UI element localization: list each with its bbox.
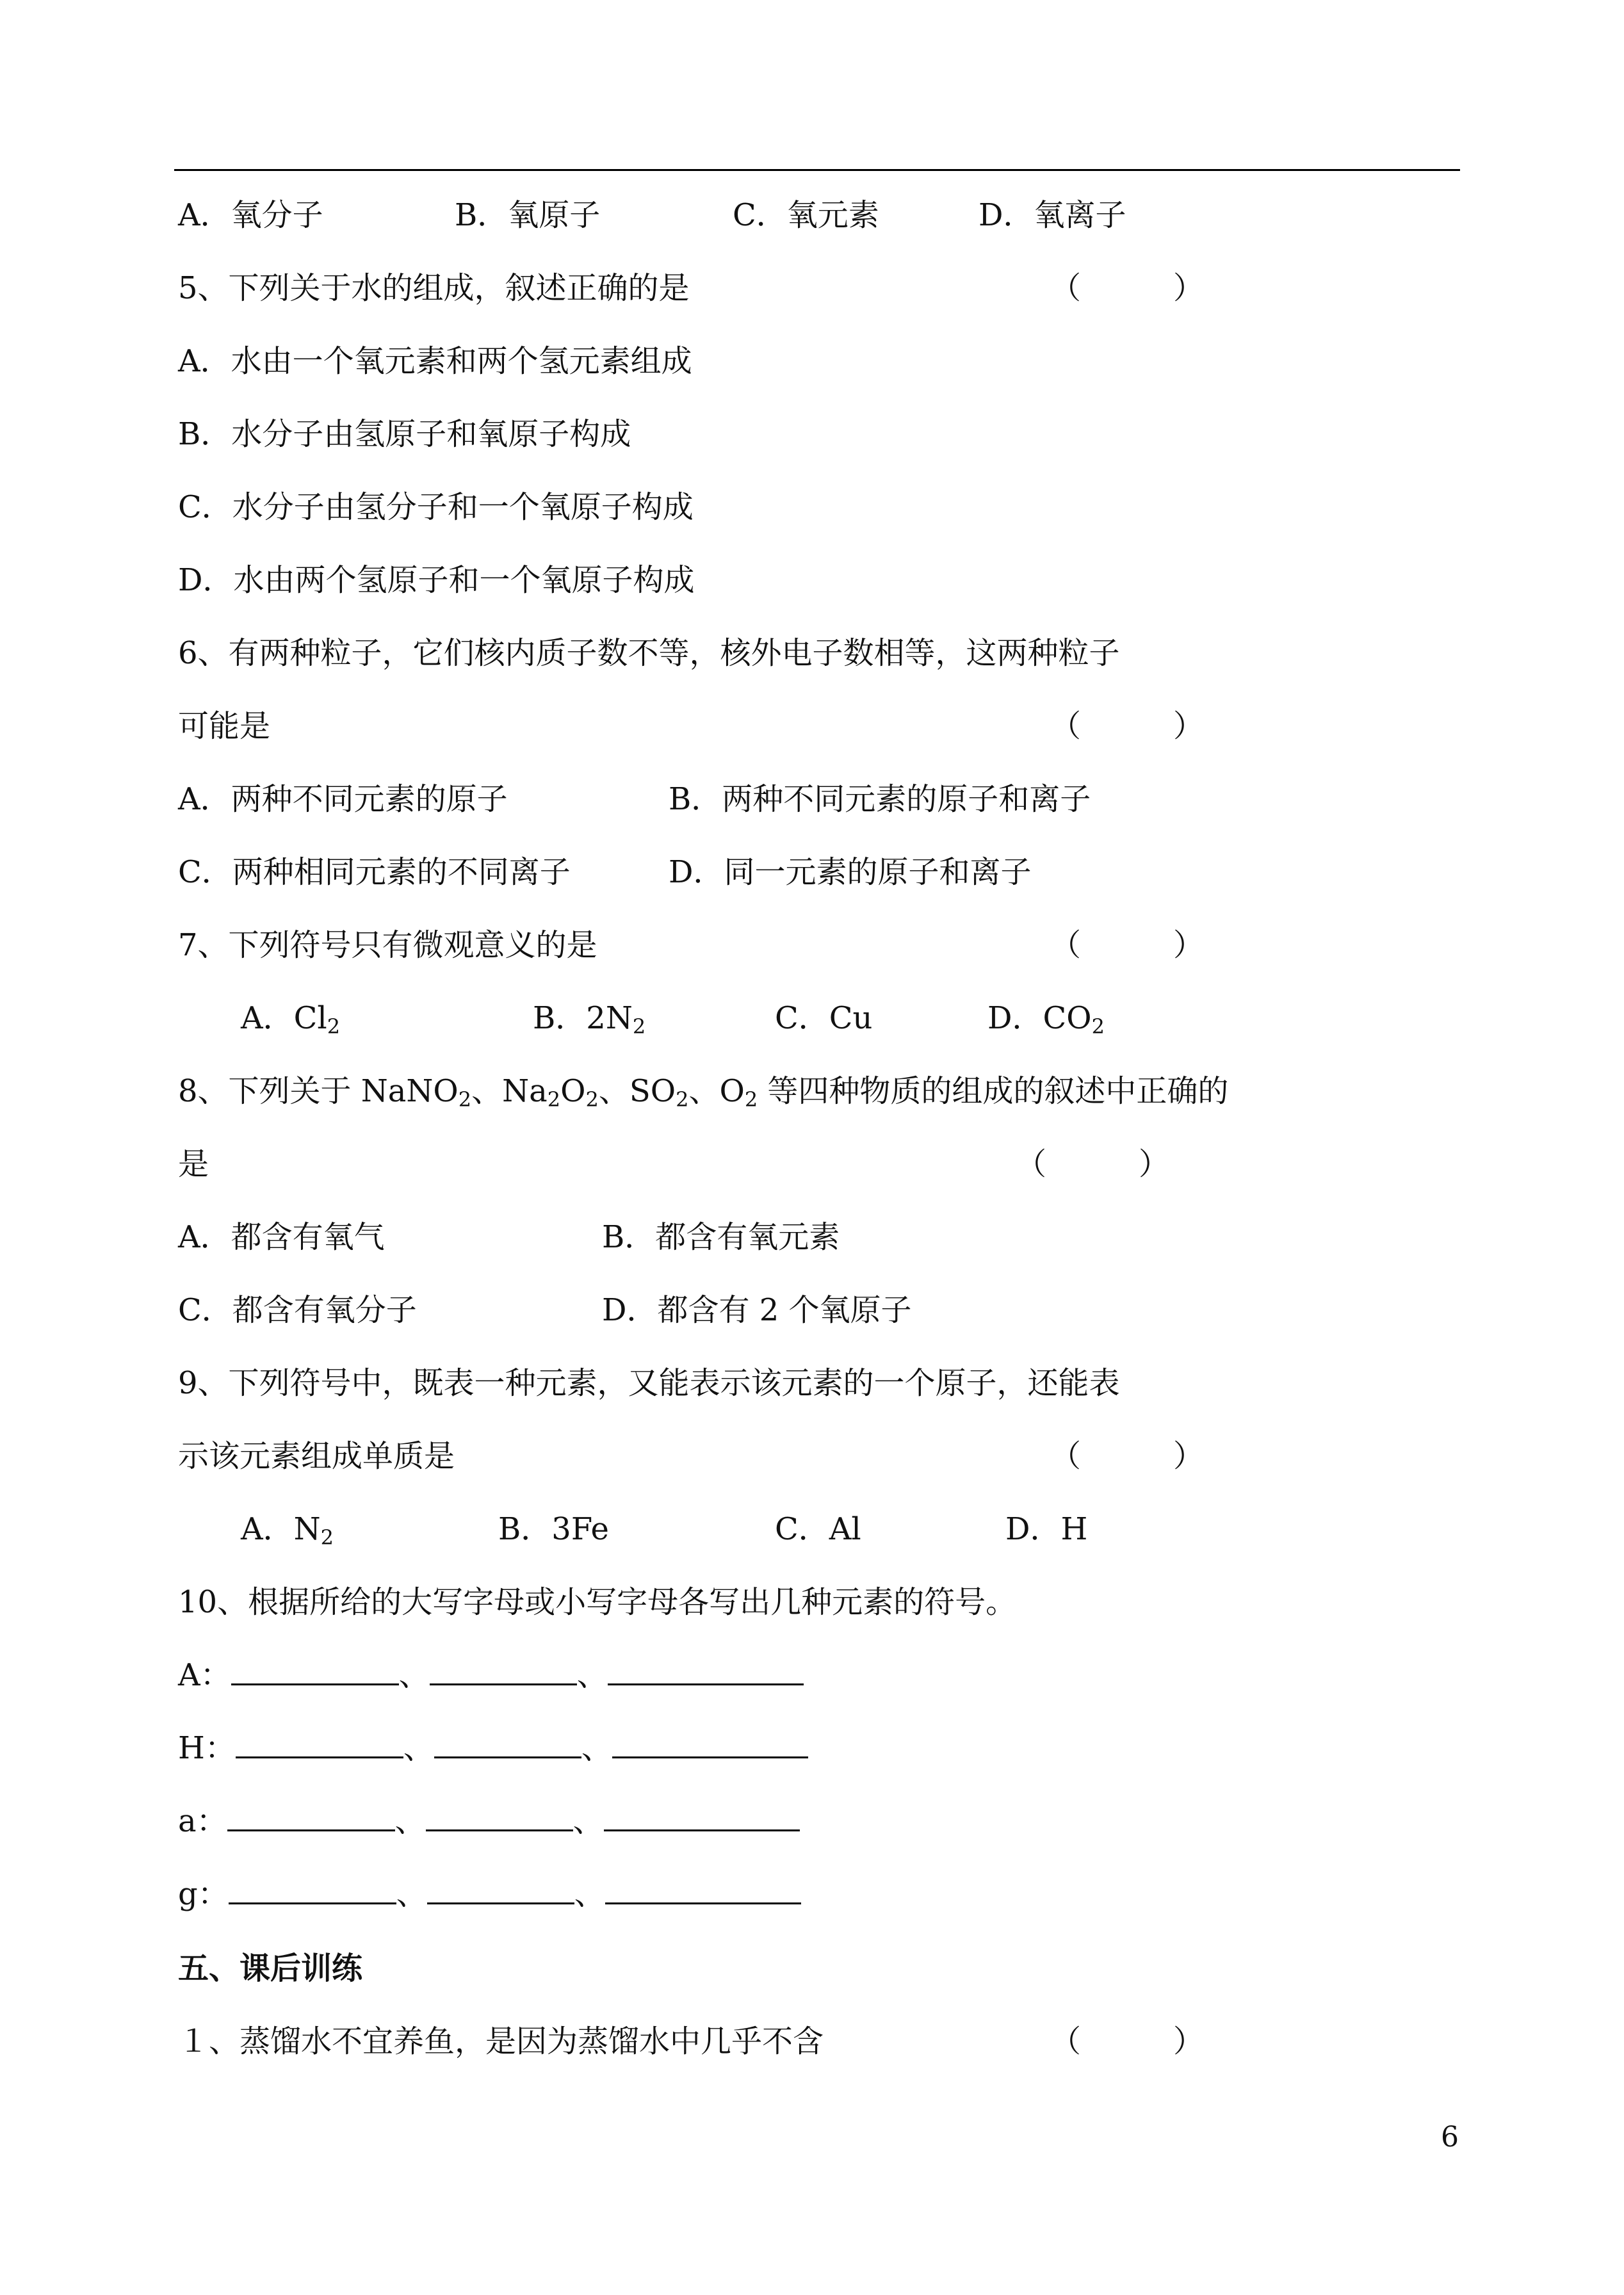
q4-option-d: D．氧离子 [978, 197, 1126, 233]
q7-option-b-text: B．2N [533, 1000, 633, 1036]
q8-stem-sub: 2 [458, 1087, 472, 1112]
q10-row-label: A： [178, 1657, 231, 1693]
q6-option-d: D．同一元素的原子和离子 [669, 854, 1032, 890]
answer-blank[interactable] [426, 1804, 573, 1831]
q9-answer-paren: （ ） [1050, 1438, 1205, 1474]
q7-option-b-sub: 2 [632, 1014, 646, 1039]
q8-stem-text: 、SO [598, 1073, 676, 1109]
q7-option-a [241, 999, 340, 1037]
answer-blank[interactable] [604, 1804, 800, 1831]
q5-option-c: C．水分子由氢分子和一个氧原子构成 [178, 489, 694, 525]
q8-stem-sub: 2 [676, 1087, 689, 1112]
q6-stem2: 可能是 [178, 708, 271, 744]
q9-stem2: 示该元素组成单质是 [178, 1438, 455, 1474]
q7-option-d [987, 999, 1105, 1037]
answer-blank[interactable] [430, 1658, 577, 1685]
answer-blank[interactable] [608, 1658, 804, 1685]
q8-option-b: B．都含有氧元素 [602, 1219, 840, 1255]
q7-stem: 7、下列符号只有微观意义的是 [178, 927, 597, 963]
q8-stem-text: 、O [688, 1073, 745, 1109]
section5-q1-answer-paren: （ ） [1050, 2023, 1205, 2059]
q8-stem2: 是 [178, 1146, 209, 1182]
separator: 、 [394, 1803, 426, 1839]
q9-option-a-sub: 2 [320, 1525, 334, 1550]
q9-stem-line2 [178, 1437, 1203, 1475]
separator: 、 [396, 1876, 427, 1912]
q7-option-c: C．Cu [775, 1000, 873, 1036]
q7-option-a-text: A．Cl [241, 1000, 327, 1036]
q6-stem-line1: 6、有两种粒子，它们核内质子数不等，核外电子数相等，这两种粒子 [178, 635, 1120, 671]
separator: 、 [574, 1876, 605, 1912]
q8-stem-line1 [178, 1072, 1228, 1110]
q7-option-d-text: D．CO [987, 1000, 1092, 1036]
q10-stem: 10、根据所给的大写字母或小写字母各写出几种元素的符号。 [178, 1584, 1017, 1620]
q5-stem: 5、下列关于水的组成，叙述正确的是 [178, 270, 690, 306]
q8-stem-sub: 2 [744, 1087, 758, 1112]
separator: 、 [403, 1730, 434, 1766]
answer-blank[interactable] [605, 1877, 801, 1904]
answer-blank[interactable] [236, 1731, 403, 1758]
q8-stem-text: 等四种物质的组成的叙述中正确的 [758, 1073, 1229, 1109]
answer-blank[interactable] [227, 1804, 395, 1831]
q10-row-uppercase-a [178, 1656, 804, 1694]
q7-answer-paren: （ ） [1050, 927, 1205, 963]
q5-option-d: D．水由两个氢原子和一个氧原子构成 [178, 562, 695, 598]
q7-stem-line [178, 926, 1203, 964]
separator: 、 [572, 1803, 604, 1839]
q10-row-label: g： [178, 1876, 229, 1912]
page-number: 6 [1441, 2121, 1459, 2153]
q9-option-a-text: A．N [241, 1511, 321, 1547]
q8-stem-text: 8、下列关于 NaNO [178, 1073, 459, 1109]
q8-option-a: A．都含有氧气 [178, 1219, 385, 1255]
q9-option-d: D．H [1005, 1511, 1088, 1547]
q10-row-label: H： [178, 1730, 236, 1766]
q9-stem-line1: 9、下列符号中，既表一种元素，又能表示该元素的一个原子，还能表 [178, 1365, 1120, 1401]
q5-answer-paren: （ ） [1050, 270, 1205, 306]
q5-stem-line [178, 269, 1203, 307]
q7-option-d-sub: 2 [1091, 1014, 1105, 1039]
q6-option-c: C．两种相同元素的不同离子 [178, 854, 571, 890]
answer-blank[interactable] [231, 1658, 399, 1685]
q5-option-b: B．水分子由氢原子和氧原子构成 [178, 416, 631, 452]
q8-stem-sub: 2 [547, 1087, 561, 1112]
q4-option-b: B．氧原子 [455, 197, 601, 233]
q6-option-a: A．两种不同元素的原子 [178, 781, 508, 817]
section5-q1-stem: １、蒸馏水不宜养鱼，是因为蒸馏水中几乎不含 [178, 2023, 824, 2059]
header-rule [174, 169, 1460, 171]
q7-option-a-sub: 2 [327, 1014, 341, 1039]
answer-blank[interactable] [427, 1877, 574, 1904]
q10-row-lowercase-a [178, 1802, 800, 1840]
q4-option-c: C．氧元素 [733, 197, 879, 233]
q10-row-uppercase-h [178, 1729, 808, 1767]
section5-q1-line [178, 2022, 1203, 2061]
q5-option-a: A．水由一个氧元素和两个氢元素组成 [178, 343, 692, 379]
q8-answer-paren: （ ） [1016, 1146, 1170, 1182]
q8-stem-text: O [560, 1073, 586, 1109]
q8-stem-line2 [178, 1145, 1203, 1183]
q9-option-c: C．Al [775, 1511, 861, 1547]
q7-option-b [533, 999, 646, 1037]
q6-stem-line2 [178, 707, 1203, 745]
q8-option-c: C．都含有氧分子 [178, 1292, 417, 1328]
answer-blank[interactable] [229, 1877, 396, 1904]
q10-row-label: a： [178, 1803, 227, 1839]
separator: 、 [581, 1730, 612, 1766]
q9-option-a [241, 1510, 334, 1548]
answer-blank[interactable] [434, 1731, 581, 1758]
q8-stem-text: 、Na [471, 1073, 548, 1109]
q10-row-lowercase-g [178, 1875, 801, 1913]
separator: 、 [398, 1657, 430, 1693]
q9-option-b: B．3Fe [498, 1511, 609, 1547]
answer-blank[interactable] [612, 1731, 808, 1758]
section-title: 五、课后训练 [178, 1950, 363, 1986]
q4-option-a: A．氧分子 [178, 197, 323, 233]
q6-answer-paren: （ ） [1050, 708, 1205, 744]
q8-stem-sub: 2 [585, 1087, 599, 1112]
separator: 、 [576, 1657, 608, 1693]
q8-option-d: D．都含有 2 个氧原子 [602, 1292, 912, 1328]
q6-option-b: B．两种不同元素的原子和离子 [669, 781, 1091, 817]
